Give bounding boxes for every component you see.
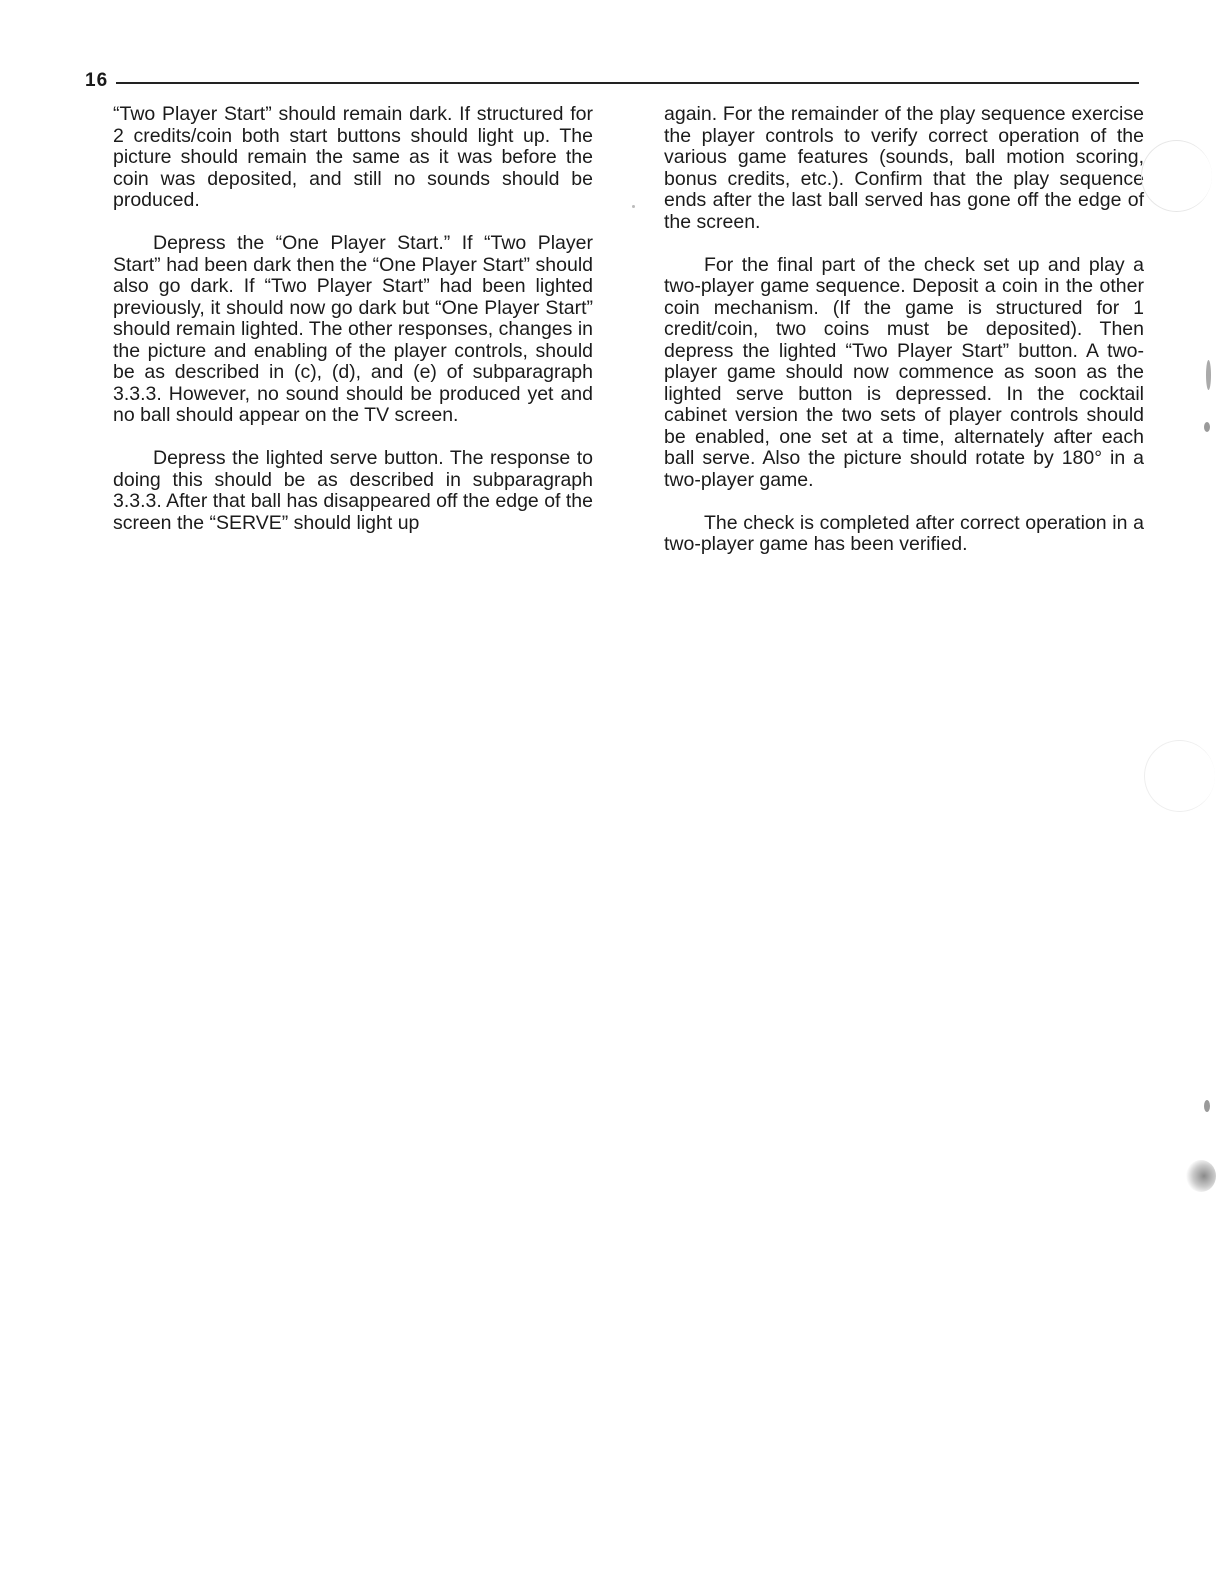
left-column [113, 104, 593, 556]
scan-edge-mark [1206, 360, 1211, 390]
page-number: 16 [85, 70, 109, 91]
paragraph-serve-button: Depress the lighted serve button. The response to doing this should be as described in subparagraph 3.3.3. After that ball has disappeared off the edge of the screen the “SERVE” should light up [113, 447, 593, 534]
scan-edge-mark [1204, 1100, 1210, 1112]
paragraph-one-player-start: Depress the “One Player Start.” If “Two Player Start” had been dark then the “One Player Start” should also go dark. If “Two Player Start” had been lighted previously, it should now go dark but “One Player Start” should remain lighted. The other responses, changes in the picture and enabling of the player controls, should be as described in (c), (d), and (e) of subparagraph 3.3.3. However, no sound should be produced yet and no ball should appear on the TV screen. [113, 232, 593, 426]
paragraph-two-player-game: For the final part of the check set up and play a two-player game sequence. Deposit a coin in the other coin mechanism. (If the game is structured for 1 credit/coin, two coins must be deposited). Then depress the lighted “Two Player Start” button. A two-player game should now commence as soon as the lighted serve button is depressed. In the cocktail cabinet version the two sets of player controls should be enabled, one set at a time, alternately after each ball serve. Also the picture should rotate by 180° in a two-player game. [664, 253, 1144, 491]
right-column [664, 104, 1144, 577]
scan-edge-mark [1204, 422, 1210, 432]
scan-speck [632, 205, 635, 208]
header-rule [116, 82, 1139, 84]
paragraph-play-sequence: again. For the remainder of the play sequence exercise the player controls to verify correct operation of the various game features (sounds, ball motion scoring, bonus credits, etc.). Confirm that the play sequence ends after the last ball served has gone off the edge of the screen. [664, 103, 1144, 233]
binder-hole-shadow [1141, 140, 1212, 212]
paragraph-check-complete: The check is completed after correct operation in a two-player game has been verified. [664, 511, 1144, 555]
paragraph-continued: “Two Player Start” should remain dark. If structured for 2 credits/coin both start buttons should light up. The picture should remain the same as it was before the coin was deposited, and still no sounds should be produced. [113, 103, 593, 211]
binder-hole-mark [1186, 1160, 1216, 1192]
binder-hole-shadow [1144, 740, 1215, 812]
